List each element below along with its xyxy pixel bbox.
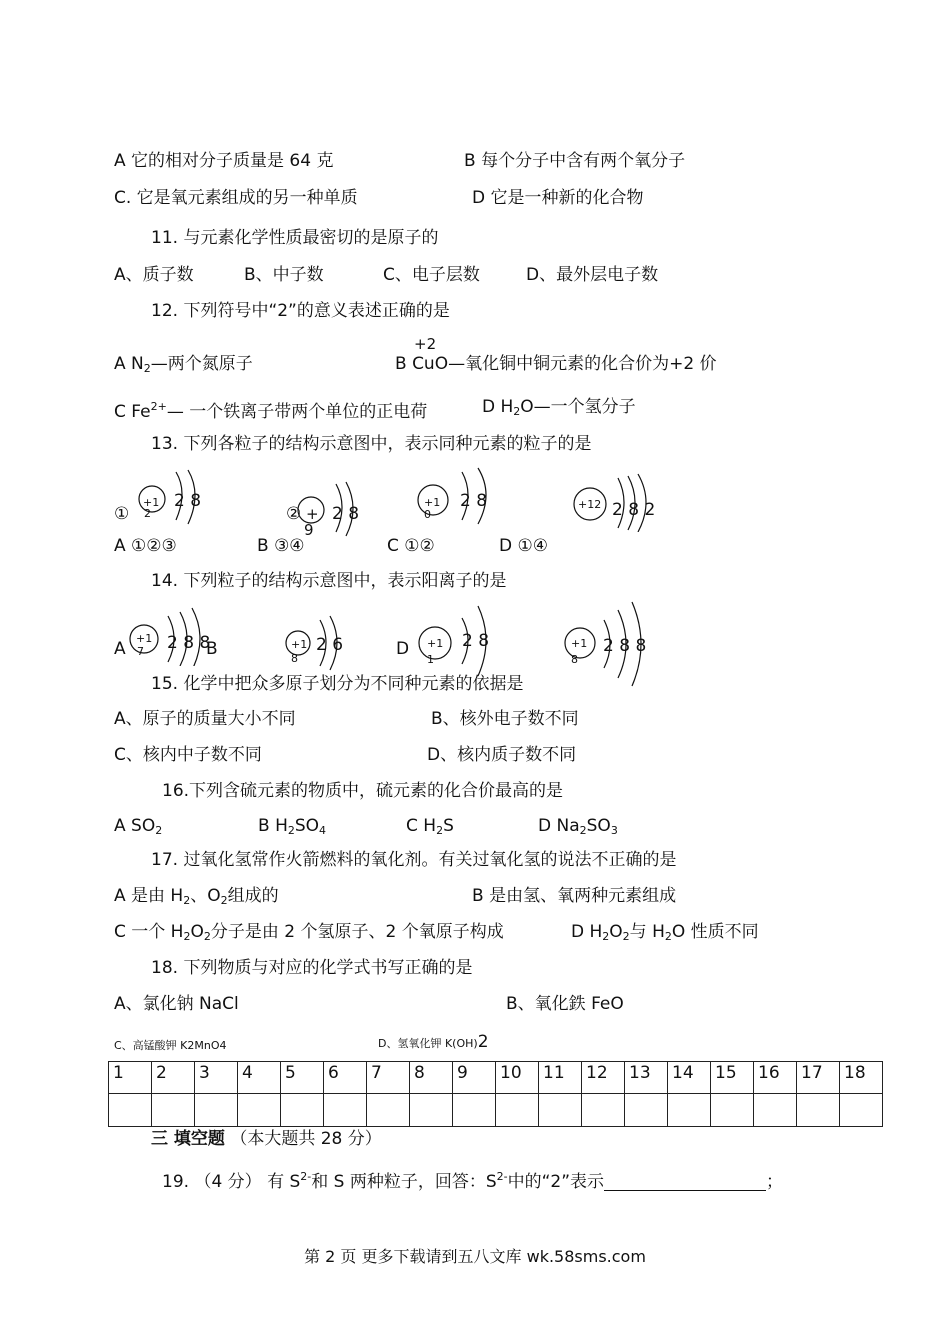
answer-table-header-cell: 4 [238,1062,281,1094]
answer-table-header-cell: 13 [625,1062,668,1094]
q13-option-a: A ①②③ [114,536,177,556]
q16-option-a: A $SO_2$ [114,816,163,837]
q13-p3-nucleus-extra: 0 [424,508,431,521]
answer-table-answer-cell[interactable] [711,1094,754,1127]
q18-option-d: D、氢氧化钾 K(OH)2 [378,1032,489,1052]
q10-option-d: D 它是一种新的化合物 [472,188,644,208]
section3-heading [151,1128,382,1150]
answer-table-answer-cell[interactable] [410,1094,453,1127]
answer-table-answer-cell[interactable] [109,1094,152,1127]
q13-p3-nucleus: +1 [424,496,441,509]
q14-a-nucleus-extra: 7 [137,645,144,658]
answer-table-answer-cell[interactable] [754,1094,797,1127]
q16-option-d: D $Na_2SO_3$ [538,816,618,837]
q17-option-b: B 是由氢、氧两种元素组成 [472,886,677,906]
q15-option-b: B、核外电子数不同 [431,709,579,729]
q13-label-2: ② [286,504,302,524]
section3-title: 三 填空题 [151,1129,225,1149]
q12-option-d: D $H_2O—$一个氢分子 [482,397,636,418]
q14-label-d: D [396,639,410,659]
q19-text: 19. （4 分） 有 $S^{2-}$和 S 两种粒子，回答：$S^{2-}$中的“2”表示 ； [162,1170,784,1192]
answer-table-answer-cell[interactable] [582,1094,625,1127]
q17-option-c: C 一个 $H_2O_2$分子是由 2 个氢原子、2 个氧原子构成 [114,922,504,943]
q11-option-b: B、中子数 [244,265,324,285]
answer-table-answer-cell[interactable] [840,1094,883,1127]
q13-p4-nucleus: +12 [578,498,602,511]
answer-table-answer-cell[interactable] [797,1094,840,1127]
q15-stem: 15. 化学中把众多原子划分为不同种元素的依据是 [151,674,524,694]
q15-option-a: A、原子的质量大小不同 [114,709,296,729]
q14-b-shells: 2 6 [316,635,344,655]
answer-table-header-cell: 5 [281,1062,324,1094]
q13-p1-shells: 2 8 [174,491,202,511]
q14-d-nucleus: +1 [571,637,588,650]
q14-label-b: B [206,639,218,659]
q14-label-a: A [114,639,126,659]
answer-table-header-cell: 11 [539,1062,582,1094]
q18-option-a: A、氯化钠 NaCl [114,994,239,1014]
q17-option-d: D $H_2O_2$与 $H_2O$ 性质不同 [571,922,759,943]
answer-table-blank-row [109,1094,883,1127]
q17-stem: 17. 过氧化氢常作火箭燃料的氧化剂。有关过氧化氢的说法不正确的是 [151,850,677,870]
q14-d-shells: 2 8 8 [603,636,647,656]
q16-option-b: B $H_2SO_4$ [258,816,327,837]
answer-table-header-row [109,1062,883,1094]
q11-option-d: D、最外层电子数 [526,265,659,285]
q11-option-a: A、质子数 [114,265,194,285]
q14-a-shells: 2 8 8 [167,633,211,653]
q10-option-b: B 每个分子中含有两个氧分子 [464,151,686,171]
q13-stem: 13. 下列各粒子的结构示意图中，表示同种元素的粒子的是 [151,434,592,454]
answer-table-answer-cell[interactable] [152,1094,195,1127]
answer-table-answer-cell[interactable] [367,1094,410,1127]
q18-option-b: B、氧化鉄 FeO [506,994,624,1014]
q13-p2-nucleus-extra: 9 [304,521,314,539]
q14-b-nucleus-extra: 8 [291,652,298,665]
q13-p1-nucleus: +1 [143,496,160,509]
q13-p2-nucleus: + [306,505,319,523]
q11-option-c: C、电子层数 [383,265,480,285]
answer-table-header-cell: 7 [367,1062,410,1094]
q19-answer-blank[interactable] [604,1172,766,1191]
q13-option-c: C ①② [387,536,435,556]
answer-table-answer-cell[interactable] [625,1094,668,1127]
q10-option-a: A 它的相对分子质量是 64 克 [114,151,334,171]
q12-cu-charge: +2 [414,335,437,353]
answer-table-header-cell: 9 [453,1062,496,1094]
answer-table-header-cell: 10 [496,1062,539,1094]
section3-note: （本大题共 28 分） [230,1129,382,1149]
answer-table-header-cell: 15 [711,1062,754,1094]
q17-option-a: A 是由 $H_2$、$O_2$组成的 [114,886,279,907]
answer-table-answer-cell[interactable] [453,1094,496,1127]
q13-p2-shells: 2 8 [332,504,360,524]
q14-c-nucleus-extra: 1 [427,653,434,666]
answer-table-header-cell: 14 [668,1062,711,1094]
answer-table-answer-cell[interactable] [238,1094,281,1127]
answer-table-answer-cell[interactable] [496,1094,539,1127]
answer-table [108,1061,883,1127]
answer-table-header-cell: 6 [324,1062,367,1094]
q13-p4-shells: 2 8 2 [612,500,656,520]
answer-table-answer-cell[interactable] [195,1094,238,1127]
q13-option-d: D ①④ [499,536,548,556]
answer-table-answer-cell[interactable] [324,1094,367,1127]
q16-stem: 16.下列含硫元素的物质中，硫元素的化合价最高的是 [162,781,564,801]
q12-option-c: C $Fe^{2+}—$ 一个铁离子带两个单位的正电荷 [114,400,428,422]
q14-a-nucleus: +1 [136,632,153,645]
answer-table-header-cell: 16 [754,1062,797,1094]
q14-d-nucleus-extra: 8 [571,653,578,666]
answer-table-answer-cell[interactable] [539,1094,582,1127]
q11-stem: 11. 与元素化学性质最密切的是原子的 [151,228,439,248]
answer-table-answer-cell[interactable] [281,1094,324,1127]
q14-c-shells: 2 8 [462,631,490,651]
answer-table-header-cell: 1 [109,1062,152,1094]
q16-option-c: C $H_2S$ [406,816,454,837]
page-footer: 第 2 页 更多下载请到五八文库 wk.58sms.com [304,1247,646,1266]
q13-p3-shells: 2 8 [460,491,488,511]
q14-c-nucleus: +1 [427,637,444,650]
q15-option-c: C、核内中子数不同 [114,745,262,765]
q12-stem: 12. 下列符号中“2”的意义表述正确的是 [151,301,450,321]
answer-table-header-cell: 2 [152,1062,195,1094]
q14-b-nucleus: +1 [291,638,308,651]
answer-table-header-cell: 18 [840,1062,883,1094]
answer-table-answer-cell[interactable] [668,1094,711,1127]
q18-option-c: C、高锰酸钾 K2MnO4 [114,1039,227,1052]
q13-label-1: ① [114,504,130,524]
q15-option-d: D、核内质子数不同 [427,745,577,765]
answer-table-header-cell: 12 [582,1062,625,1094]
answer-table-header-cell: 8 [410,1062,453,1094]
q13-option-b: B ③④ [257,536,305,556]
q10-option-c: C. 它是氧元素组成的另一种单质 [114,188,358,208]
answer-table-header-cell: 3 [195,1062,238,1094]
q18-stem: 18. 下列物质与对应的化学式书写正确的是 [151,958,473,978]
q12-option-a: A $N_2—$两个氮原子 [114,354,253,375]
q13-p1-nucleus-extra: 2 [144,507,151,520]
answer-table-header-cell: 17 [797,1062,840,1094]
q12-option-b: B CuO—氧化铜中铜元素的化合价为+2 价 [395,354,717,374]
q14-stem: 14. 下列粒子的结构示意图中，表示阳离子的是 [151,571,507,591]
